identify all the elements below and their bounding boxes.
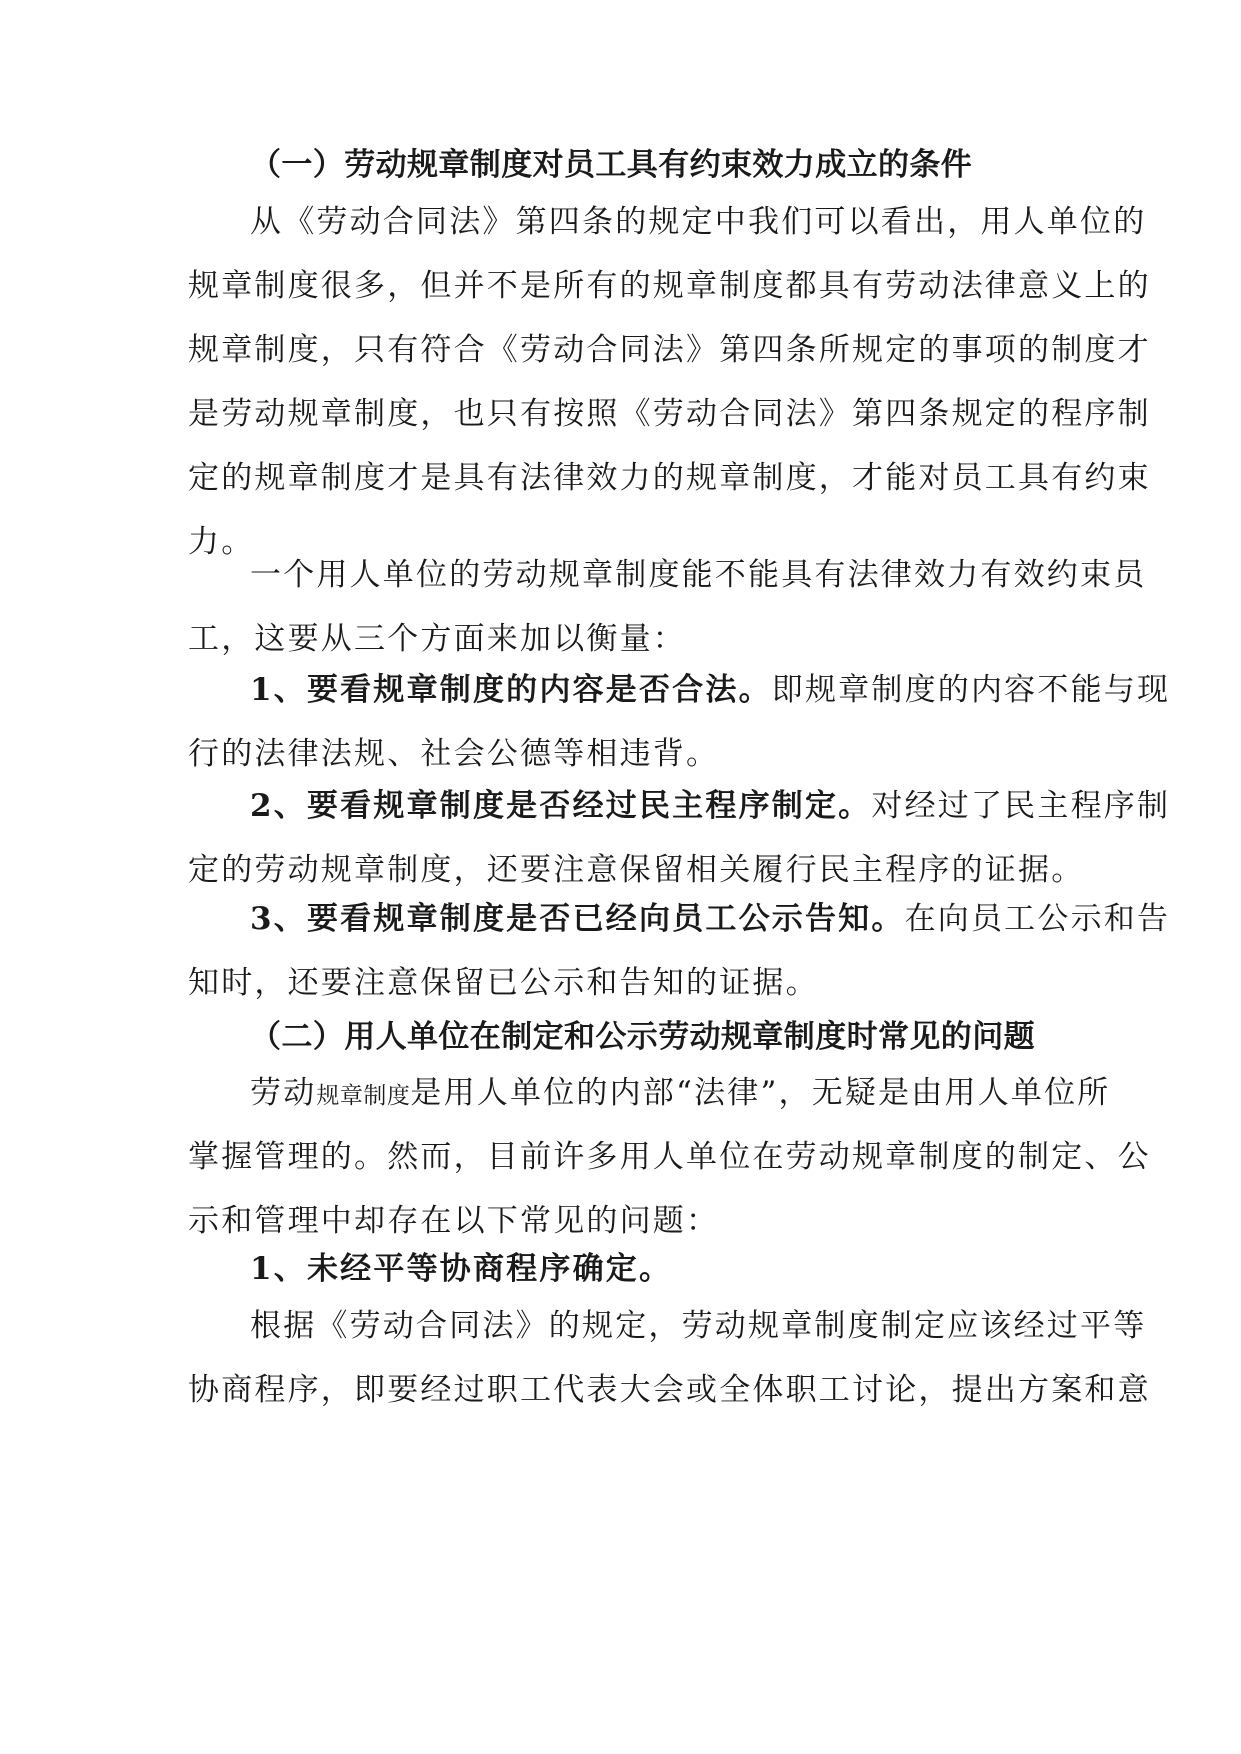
paragraph-line: 根据《劳动合同法》的规定，劳动规章制度制定应该经过平等	[250, 1308, 1147, 1344]
item-line	[188, 887, 1171, 951]
item-line: 知时，还要注意保留已公示和告知的证据。	[188, 965, 819, 1001]
section1-paragraph2	[188, 543, 1147, 671]
paragraph-line: 规章制度很多，但并不是所有的规章制度都具有劳动法律意义上的	[188, 268, 1151, 304]
item-bold-title: 1、未经平等协商程序确定。	[250, 1251, 673, 1287]
paragraph-line: 是劳动规章制度，也只有按照《劳动合同法》第四条规定的程序制	[188, 396, 1151, 432]
paragraph-line: 力。	[188, 524, 255, 560]
section1-paragraph1	[188, 190, 1151, 574]
item-bold-title: 3、要看规章制度是否已经向员工公示告知。	[250, 901, 905, 937]
paragraph-line: 工，这要从三个方面来加以衡量：	[188, 621, 686, 657]
item-line: 行的法律法规、社会公德等相违背。	[188, 736, 720, 772]
paragraph-text: 劳动	[250, 1075, 317, 1111]
paragraph-small-text: 规章制度	[316, 1083, 411, 1109]
item-text: 即规章制度的内容不能与现	[771, 672, 1171, 708]
item-line	[188, 774, 1171, 838]
paragraph-line: 示和管理中却存在以下常见的问题：	[188, 1203, 720, 1239]
item-text: 在向员工公示和告	[904, 901, 1171, 937]
paragraph-line: 掌握管理的。然而，目前许多用人单位在劳动规章制度的制定、公	[188, 1139, 1151, 1175]
section2-item1	[188, 1237, 1048, 1301]
paragraph-line: 一个用人单位的劳动规章制度能不能具有法律效力有效约束员	[250, 557, 1147, 593]
item-line	[188, 658, 1171, 722]
section1-item1	[188, 658, 1171, 786]
paragraph-text: 是用人单位的内部“法律”，无疑是由用人单位所	[410, 1075, 1111, 1111]
paragraph-line: 从《劳动合同法》第四条的规定中我们可以看出，用人单位的	[250, 204, 1147, 240]
paragraph-line	[188, 1061, 1111, 1125]
section1-item2	[188, 774, 1171, 902]
item-bold-title: 2、要看规章制度是否经过民主程序制定。	[250, 788, 872, 824]
paragraph-line: 协商程序，即要经过职工代表大会或全体职工讨论，提出方案和意	[188, 1372, 1151, 1408]
section1-heading: （一）劳动规章制度对员工具有约束效力成立的条件	[250, 147, 973, 183]
section2-heading: （二）用人单位在制定和公示劳动规章制度时常见的问题	[250, 1019, 1035, 1055]
paragraph-line: 定的规章制度才是具有法律效力的规章制度，才能对员工具有约束	[188, 460, 1151, 496]
section1-item3	[188, 887, 1171, 1015]
item-text: 对经过了民主程序制	[871, 788, 1171, 824]
paragraph-line: 规章制度，只有符合《劳动合同法》第四条所规定的事项的制度才	[188, 332, 1151, 368]
section2-paragraph1	[188, 1061, 1151, 1253]
item-bold-title: 1、要看规章制度的内容是否合法。	[250, 672, 772, 708]
section2-paragraph2	[188, 1294, 1151, 1422]
item-line: 定的劳动规章制度，还要注意保留相关履行民主程序的证据。	[188, 852, 1085, 888]
